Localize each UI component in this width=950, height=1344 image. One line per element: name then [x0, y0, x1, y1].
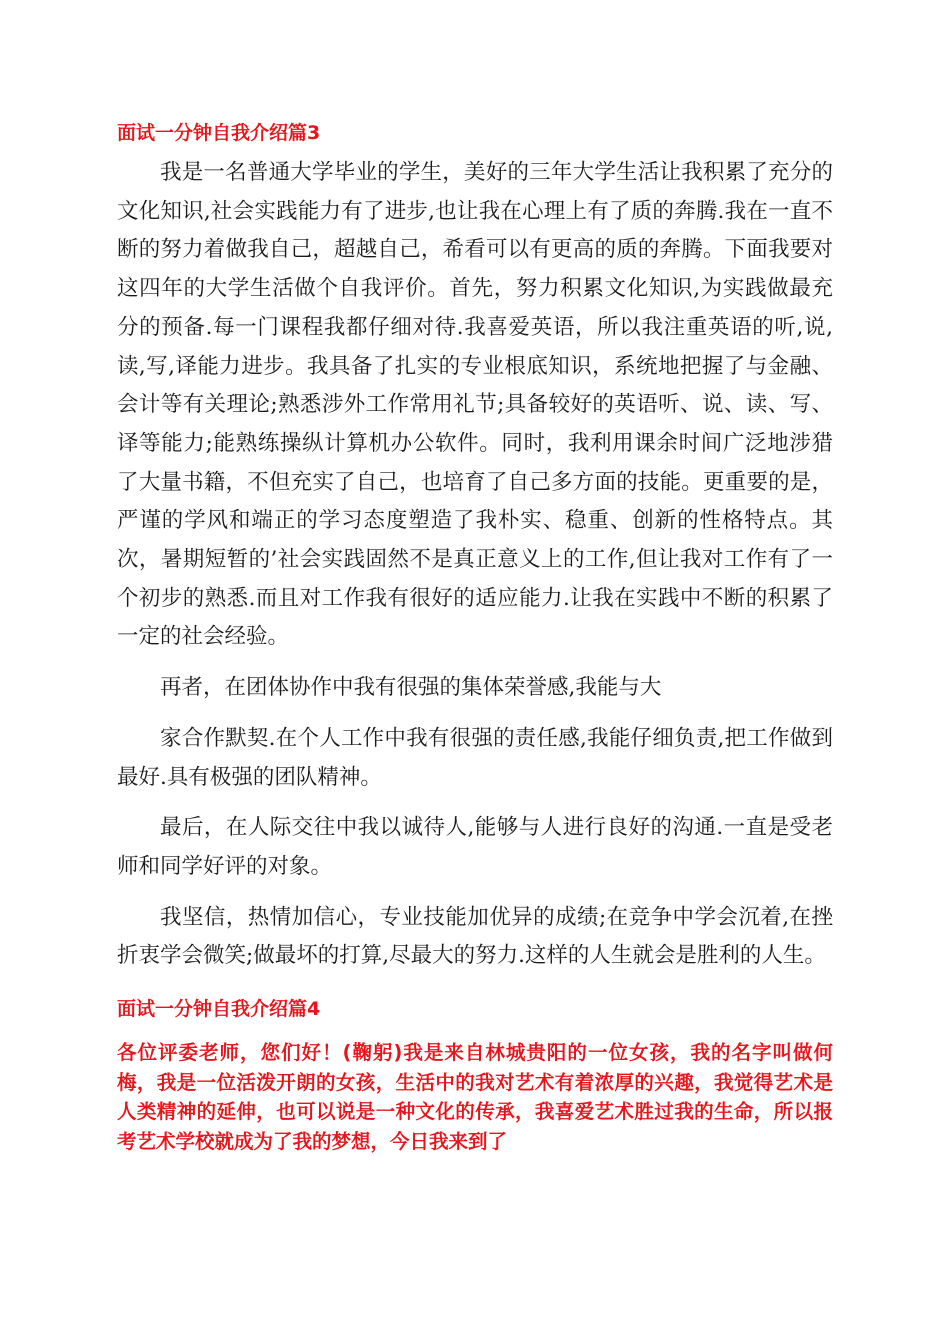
section3-paragraph-1: 我是一名普通大学毕业的学生，美好的三年大学生活让我积累了充分的文化知识,社会实践能力有了进步,也让我在心理上有了质的奔腾.我在一直不断的努力着做我自己，超越自己，希看可以有更高的质的奔腾。下面我要对这四年的大学生活做个自我评价。首先，努力积累文化知识,为实践做最充分的预备.每一门课程我都仔细对待.我喜爱英语，所以我注重英语的听,说,读,写,译能力进步。我具备了扎实的专业根底知识，系统地把握了与金融、会计等有关理论;熟悉涉外工作常用礼节;具备较好的英语听、说、读、写、译等能力;能熟练操纵计算机办公软件。同时，我利用课余时间广泛地涉猎了大量书籍，不但充实了自己，也培育了自己多方面的技能。更重要的是，严谨的学风和端正的学习态度塑造了我朴实、稳重、创新的性格特点。其次，暑期短暂的’社会实践固然不是真正意义上的工作,但让我对工作有了一个初步的熟悉.而且对工作我有很好的适应能力.让我在实践中不断的积累了一定的社会经验。 — [117, 160, 833, 650]
section4-heading: 面试一分钟自我介绍篇4 — [117, 998, 321, 1021]
section3-paragraph-3: 家合作默契.在个人工作中我有很强的责任感,我能仔细负责,把工作做到最好.具有极强的团队精神。 — [117, 725, 833, 790]
section3-paragraph-2: 再者，在团体协作中我有很强的集体荣誉感,我能与大 — [160, 675, 662, 701]
section3-paragraph-4: 最后，在人际交往中我以诚待人,能够与人进行良好的沟通.一直是受老师和同学好评的对象。 — [117, 815, 833, 879]
section4-intro-paragraph: 各位评委老师，您们好！(鞠躬)我是来自林城贵阳的一位女孩，我的名字叫做何梅，我是一位活泼开朗的女孩，生活中的我对艺术有着浓厚的兴趣，我觉得艺术是人类精神的延伸，也可以说是一种文化的传承，我喜爱艺术胜过我的生命，所以报考艺术学校就成为了我的梦想，今日我来到了 — [117, 1041, 833, 1153]
section3-heading: 面试一分钟自我介绍篇3 — [117, 122, 321, 144]
document-content — [117, 112, 833, 1156]
section3-paragraph-5: 我坚信，热情加信心，专业技能加优异的成绩;在竞争中学会沉着,在挫折衷学会微笑;做最坏的打算,尽最大的努力.这样的人生就会是胜利的人生。 — [117, 904, 833, 969]
